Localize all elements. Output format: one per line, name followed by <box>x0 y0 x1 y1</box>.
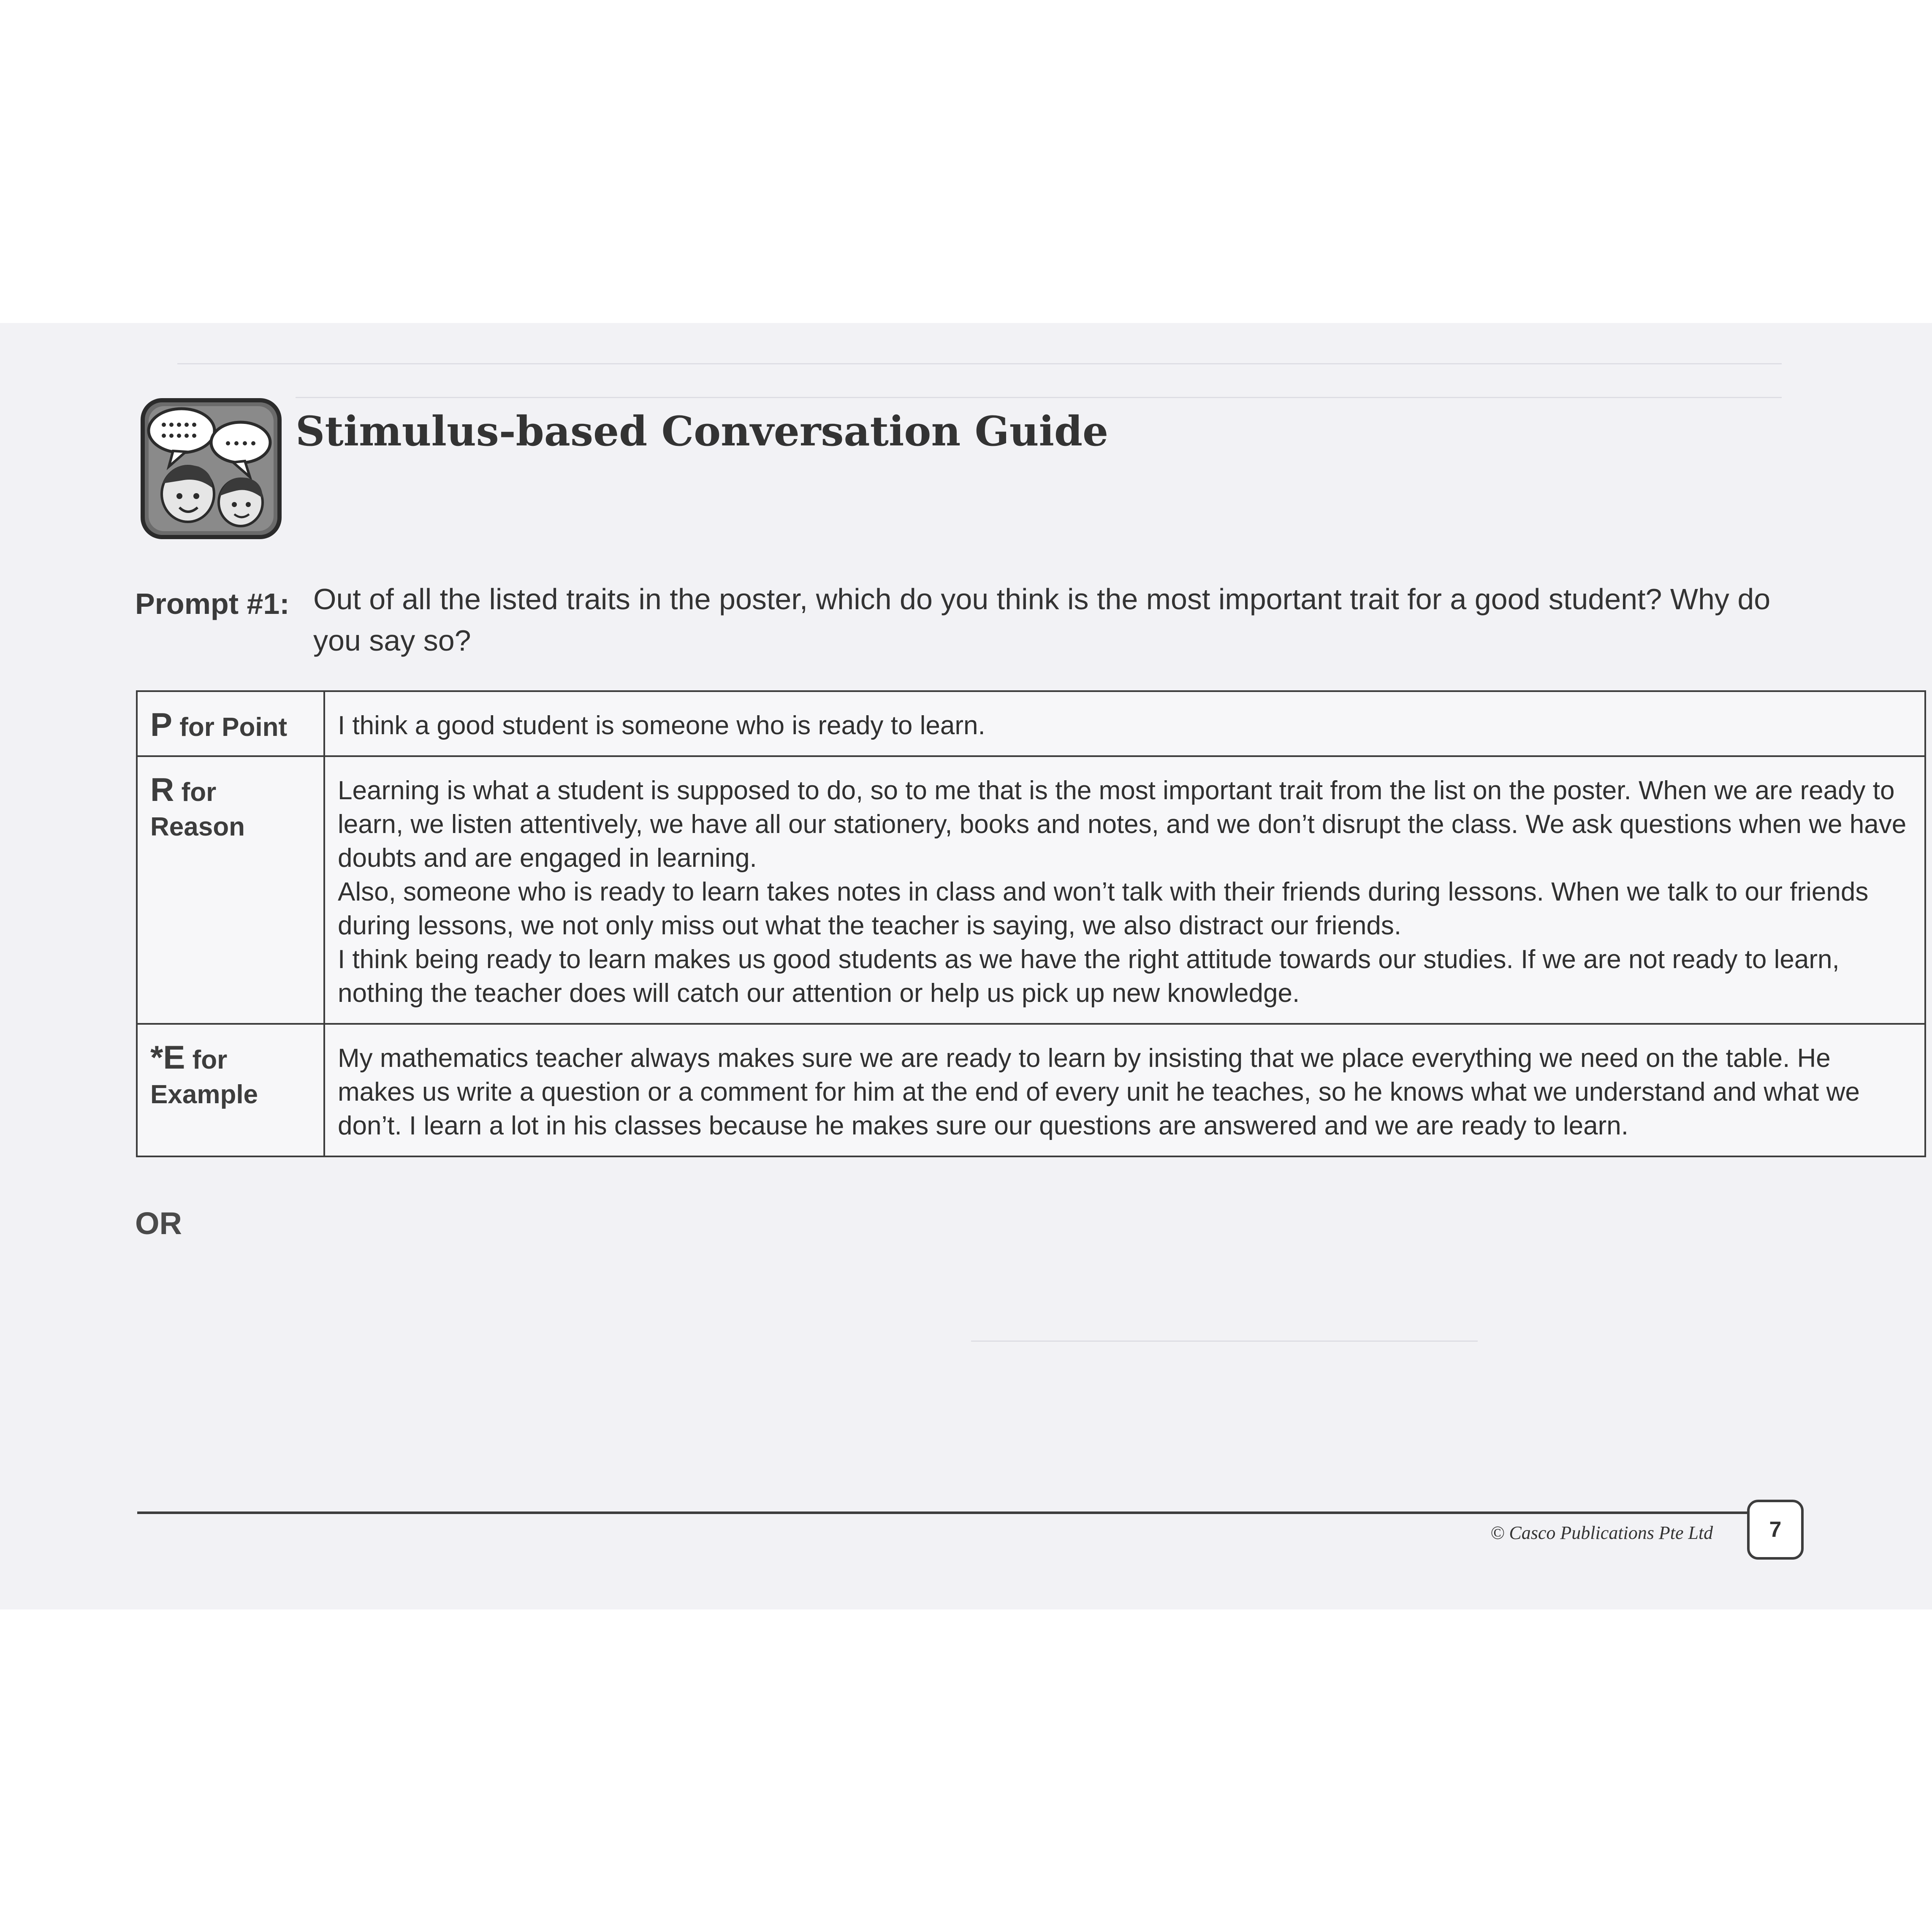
table-row-example <box>137 1024 1925 1156</box>
prompt-label: Prompt #1: <box>135 587 290 620</box>
paragraph: I think a good student is someone who is ready to learn. <box>338 711 985 740</box>
row-content <box>324 756 1925 1024</box>
peel-table <box>136 690 1926 1157</box>
bleed-through-rule <box>971 1340 1478 1342</box>
row-label <box>137 756 324 1024</box>
row-label-text: for Example <box>150 1045 258 1109</box>
or-label: OR <box>135 1206 182 1241</box>
bleed-through-rule <box>296 397 1782 398</box>
paragraph: I think being ready to learn makes us good students as we have the right attitude towards our studies. If we are not ready to learn, nothing the teacher does will catch our attention or help us pick up new knowledge. <box>338 945 1840 1008</box>
prompt-text: Out of all the listed traits in the poster, which do you think is the most important trait for a good student? Why do you say so? <box>313 583 1771 657</box>
row-letter: R <box>150 771 174 808</box>
row-letter: P <box>150 706 173 743</box>
row-label <box>137 691 324 756</box>
paragraph: Also, someone who is ready to learn takes notes in class and won’t talk with their friends during lessons. When we talk to our friends during lessons, we not only miss out what the teacher is saying, we also distract our friends. <box>338 877 1869 940</box>
page-title: Stimulus-based Conversation Guide <box>296 407 1109 455</box>
speech-bubbles-faces-icon <box>139 397 283 540</box>
row-content <box>324 691 1925 756</box>
row-label-text: for Reason <box>150 778 245 841</box>
bleed-through-rule <box>177 363 1782 364</box>
table-row-point <box>137 691 1925 756</box>
paragraph: Learning is what a student is supposed to do, so to me that is the most important trait from the list on the poster. When we are ready to learn, we listen attentively, we have all our stationery, books and notes, and we don’t disrupt the class. We ask questions when we have doubts and are engaged in learning. <box>338 776 1907 873</box>
paragraph: My mathematics teacher always makes sure we are ready to learn by insisting that we place everything we need on the table. He makes us write a question or a comment for him at the end of every unit he teaches, so he knows what we understand and what we don’t. I learn a lot in his classes because he makes sure our questions are answered and we are ready to learn. <box>338 1044 1860 1140</box>
copyright-notice: © Casco Publications Pte Ltd <box>1490 1522 1713 1543</box>
footer-divider <box>137 1511 1750 1514</box>
row-letter: *E <box>150 1039 185 1076</box>
page-number: 7 <box>1747 1500 1804 1560</box>
row-label <box>137 1024 324 1156</box>
row-label-text: for Point <box>172 713 288 742</box>
table-row-reason <box>137 756 1925 1024</box>
row-content <box>324 1024 1925 1156</box>
